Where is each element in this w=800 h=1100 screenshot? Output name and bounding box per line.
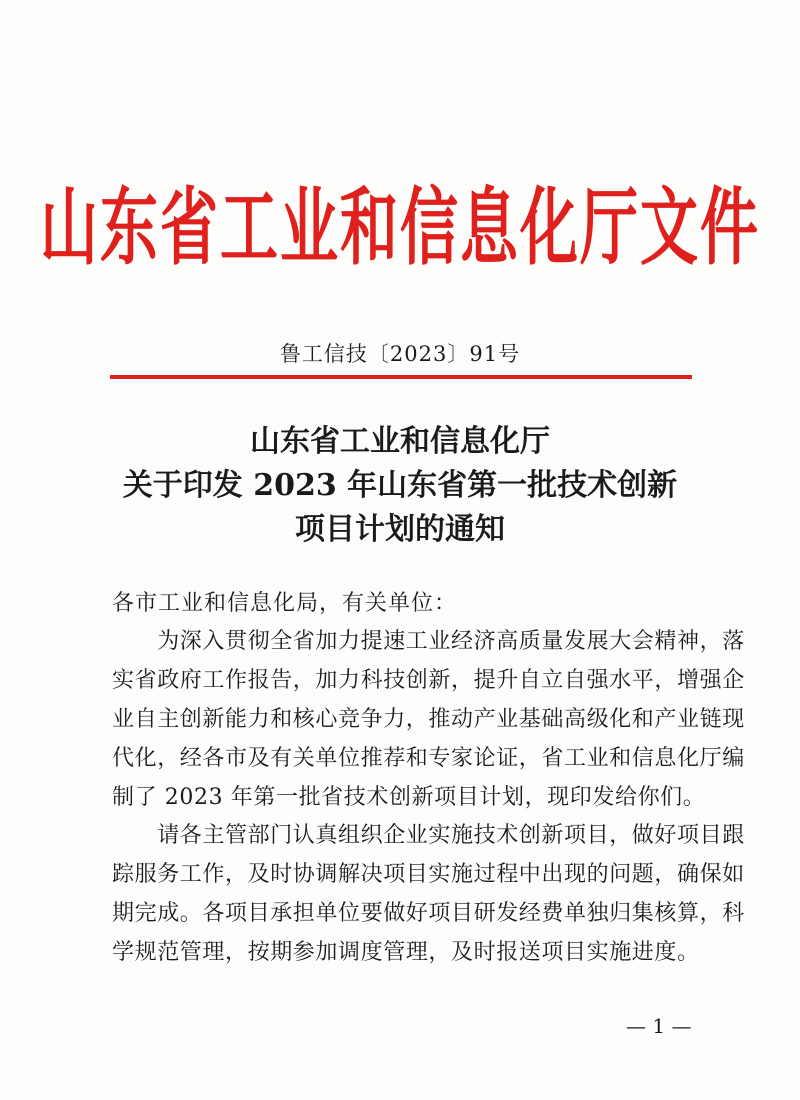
notice-title-line-1: 山东省工业和信息化厅 [250, 424, 550, 459]
red-divider-line [110, 375, 692, 379]
paragraph-line: 代化，经各市及有关单位推荐和专家论证，省工业和信息化厅编 [112, 746, 745, 771]
paragraph-line: 学规范管理，按期参加调度管理，及时报送项目实施进度。 [112, 940, 700, 965]
paragraph-line: 踪服务工作，及时协调解决项目实施过程中出现的问题，确保如 [112, 862, 745, 887]
paragraph-line: 实省政府工作报告，加力科技创新，提升自立自强水平，增强企 [112, 668, 745, 693]
body-paragraph-1 [112, 622, 745, 817]
page-number: — 1 — [626, 1014, 692, 1038]
paragraph-line: 期完成。各项目承担单位要做好项目研发经费单独归集核算，科 [112, 901, 745, 926]
paragraph-line: 为深入贯彻全省加力提速工业经济高质量发展大会精神，落 [112, 629, 745, 654]
notice-title-line-2: 关于印发 2023 年山东省第一批技术创新 [122, 468, 678, 503]
salutation: 各市工业和信息化局，有关单位： [112, 591, 458, 616]
document-number: 鲁工信技〔2023〕91号 [279, 342, 521, 366]
notice-title-line-3: 项目计划的通知 [295, 512, 505, 547]
paragraph-line: 请各主管部门认真组织企业实施技术创新项目，做好项目跟 [112, 823, 745, 848]
paragraph-line: 业自主创新能力和核心竞争力，推动产业基础高级化和产业链现 [112, 707, 745, 732]
body-paragraph-2 [112, 816, 745, 972]
paragraph-line: 制了 2023 年第一批省技术创新项目计划，现印发给你们。 [112, 785, 706, 810]
notice-title [0, 420, 800, 552]
masthead-title: 山东省工业和信息化厅文件 [39, 177, 760, 277]
